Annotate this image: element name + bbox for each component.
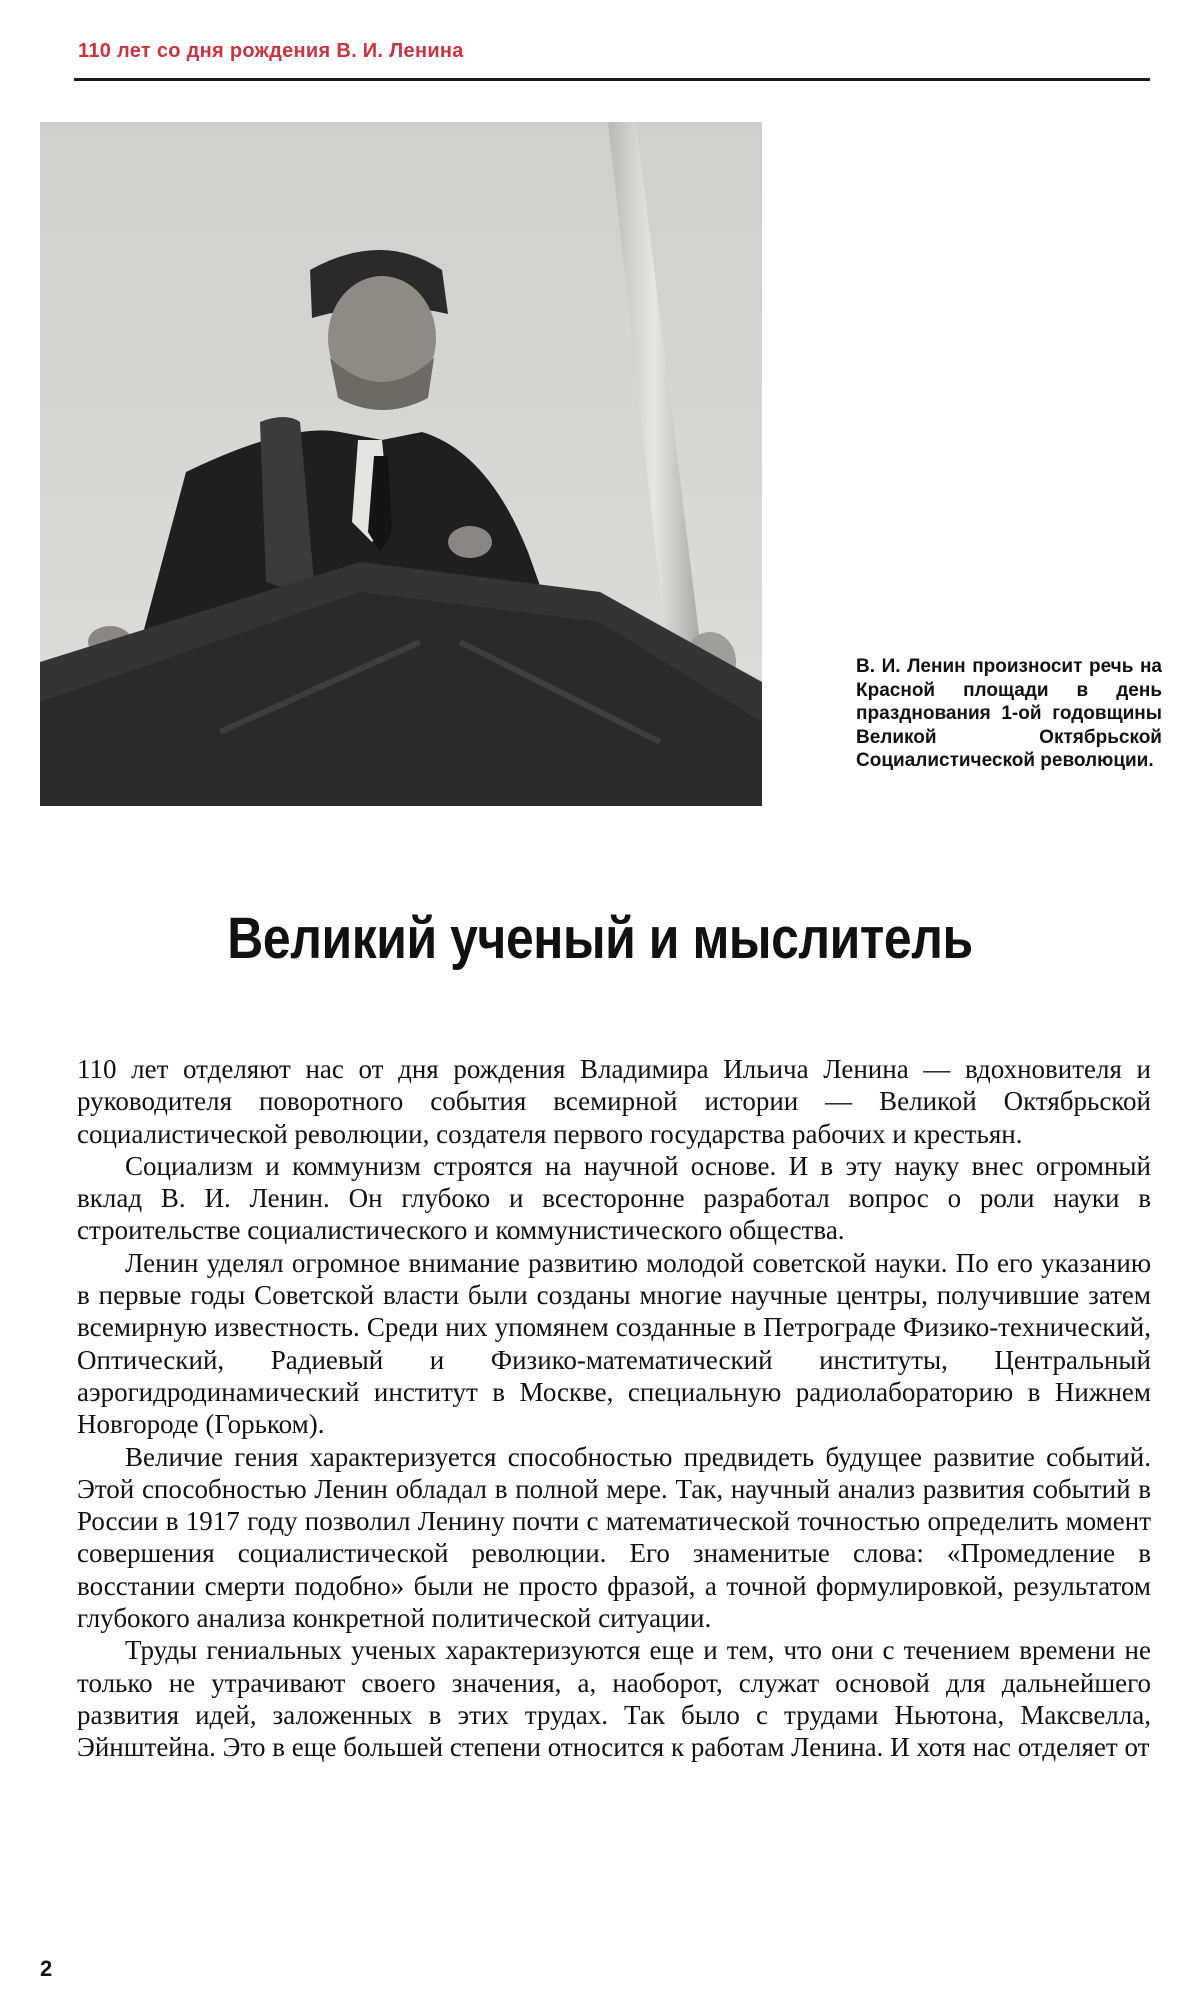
paragraph-2: Социализм и коммунизм строятся на научной основе. И в эту науку внес огромный вклад В. И. Ленин. Он глубоко и всесторонне разработал вопрос о роли науки в строительстве социалистического и коммунистического общества. <box>77 1150 1151 1246</box>
article-title: Великий ученый и мыслитель <box>227 906 973 971</box>
running-head-text: 110 лет со дня рождения В. И. Ленина <box>78 40 464 62</box>
paragraph-5: Труды гениальных ученых характеризуются еще и тем, что они с течением времени не только не утрачивают своего значения, а, наоборот, служат основой для дальнейшего развития идей, заложенных в этих трудах. Так было с трудами Ньютона, Максвелла, Эйнштейна. Это в еще большей степени относится к работам Ленина. И хотя нас отделяет от <box>77 1635 1151 1763</box>
lenin-photo <box>40 122 762 806</box>
paragraph-1: 110 лет отделяют нас от дня рождения Владимира Ильича Ленина — вдохновителя и руководителя поворотного события всемирной истории — Великой Октябрьской социалистической революции, создателя первого государства рабочих и крестьян. <box>77 1054 1151 1149</box>
article-body <box>77 1053 1151 1764</box>
running-head <box>78 40 464 63</box>
photo-caption: В. И. Ленин произносит речь на Красной площади в день празднования 1-ой годовщины Великой Октябрьской Социалистической революции. <box>856 656 1162 771</box>
paragraph-4: Величие гения характеризуется способностью предвидеть будущее развитие событий. Этой способностью Ленин обладал в полной мере. Так, научный анализ развития событий в России в 1917 году позволил Ленину почти с математической точностью определить момент совершения социалистической революции. Его знаменитые слова: «Промедление в восстании смерти подобно» были не просто фразой, а точной формулировкой, результатом глубокого анализа конкретной политической ситуации. <box>77 1441 1151 1634</box>
header-rule <box>74 78 1150 81</box>
paragraph-3: Ленин уделял огромное внимание развитию молодой советской науки. По его указанию в первые годы Советской власти были созданы многие научные центры, получившие затем всемирную известность. Среди них упомянем созданные в Петрограде Физико-технический, Оптический, Радиевый и Физико-математический институты, Центральный аэрогидродинамический институт в Москве, специальную радиолабораторию в Нижнем Новгороде (Горьком). <box>77 1247 1151 1440</box>
page-number: 2 <box>40 1956 53 1981</box>
photo-illustration <box>40 122 762 806</box>
